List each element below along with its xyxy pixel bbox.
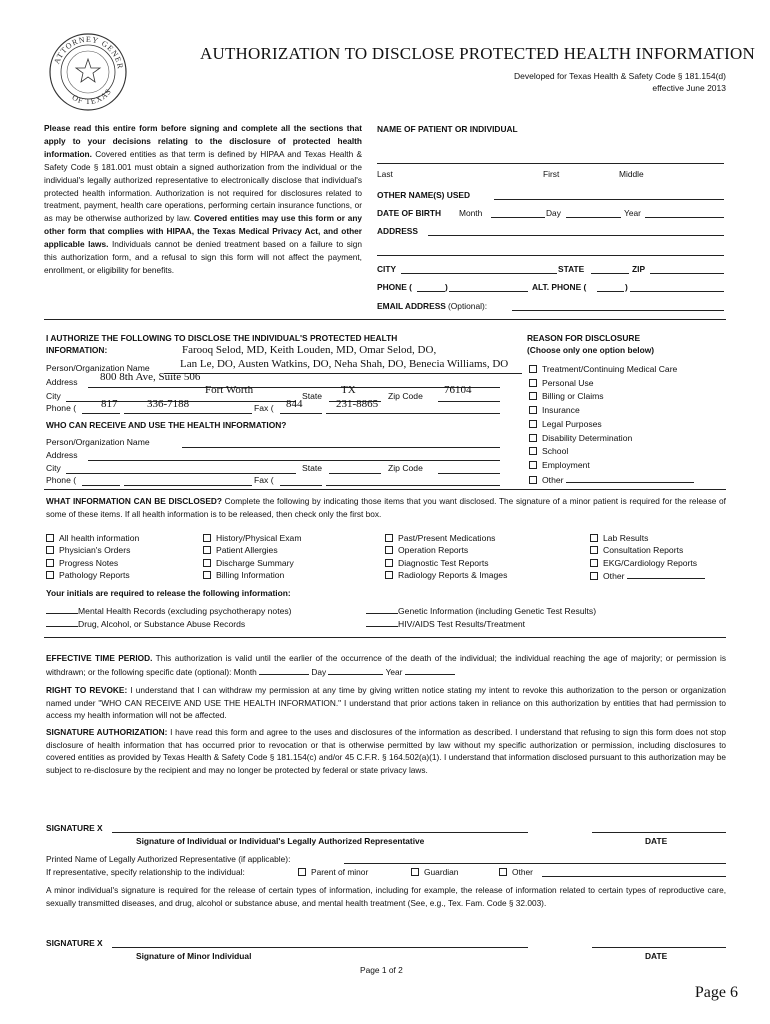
checkbox-option[interactable]	[203, 557, 301, 569]
zip-label: ZIP	[632, 264, 646, 274]
form-title: AUTHORIZATION TO DISCLOSE PROTECTED HEALTH INFORMATION	[200, 44, 755, 63]
state-field[interactable]	[591, 264, 629, 274]
alt-phone-field[interactable]	[630, 282, 724, 292]
phone-area-field[interactable]	[417, 282, 445, 292]
initials-heading: Your initials are required to release the following information:	[46, 588, 291, 598]
filled-zip: 76104	[444, 384, 472, 396]
receive-heading: WHO CAN RECEIVE AND USE THE HEALTH INFORMATION?	[46, 420, 287, 430]
filled-names-line2: Lan Le, DO, Austen Watkins, DO, Neha Shah, DO, Benecia Williams, DO	[180, 358, 509, 370]
checkbox[interactable]	[590, 546, 598, 554]
checkbox-label: All health information	[59, 533, 140, 543]
minor-signature-caption: Signature of Minor Individual	[136, 951, 252, 961]
signature-caption: Signature of Individual or Individual's Legally Authorized Representative	[136, 836, 425, 846]
checkbox[interactable]	[46, 571, 54, 579]
dob-year-label: Year	[624, 208, 641, 218]
divider-2	[44, 489, 726, 490]
phone-field[interactable]	[449, 282, 528, 292]
sig-auth-paragraph	[46, 726, 726, 776]
checkbox-label: History/Physical Exam	[216, 533, 302, 543]
checkbox-option[interactable]	[46, 544, 139, 556]
checkbox-option[interactable]	[203, 532, 301, 544]
filled-phone-area: 817	[101, 398, 118, 410]
state-label: STATE	[558, 264, 585, 274]
checkbox-option[interactable]	[203, 544, 301, 556]
initials-field[interactable]	[46, 617, 78, 627]
checkbox-option[interactable]	[590, 544, 705, 556]
recv-fax-label: Fax (	[254, 475, 274, 485]
checkbox-label: School	[542, 446, 569, 457]
checkbox-option[interactable]	[590, 557, 705, 569]
effective-year-label: Year	[385, 666, 403, 677]
checkbox[interactable]	[590, 534, 598, 542]
checkbox[interactable]	[203, 546, 211, 554]
last-label: Last	[377, 169, 393, 179]
other-field[interactable]	[566, 473, 694, 483]
dob-month-field[interactable]	[491, 208, 545, 218]
email-label: EMAIL ADDRESS	[377, 301, 446, 311]
minor-paragraph: A minor individual's signature is required for the release of certain types of information, including for example, the release of information related to certain types of reproductive care, sexually transmitted diseases, and drug, alcohol or substance abuse, and mental health treatment (See, e.g., Tex. Fam. Code § 32.003).	[46, 885, 726, 908]
checkbox-option[interactable]	[529, 377, 694, 391]
checkbox-label: EKG/Cardiology Reports	[603, 557, 698, 568]
checkbox-option[interactable]	[529, 363, 694, 377]
checkbox-label: Insurance	[542, 405, 580, 416]
form-subtitle-line2: effective June 2013	[652, 83, 726, 93]
checkbox-label: Consultation Reports	[603, 545, 684, 556]
rel-parent-checkbox[interactable]	[298, 868, 306, 876]
revoke-text: I understand that I can withdraw my permission at any time by giving written notice stating my intent to revoke this authorization to the person or organization named under "WHO CAN RECEIVE AND USE THE HEALTH INFORMATION." I understand that prior actions taken in reliance on this authorization by entities that had permission to access my health information will not be affected.	[46, 685, 726, 721]
checkbox[interactable]	[385, 571, 393, 579]
phone-close: )	[445, 282, 448, 292]
printed-name-field[interactable]	[344, 854, 726, 864]
recv-state-field[interactable]	[329, 464, 381, 474]
first-label: First	[543, 169, 560, 179]
dob-year-field[interactable]	[645, 208, 724, 218]
auth-zip-label: Zip Code	[388, 391, 423, 401]
email-optional: (Optional):	[448, 301, 488, 311]
recv-phone-label: Phone (	[46, 475, 77, 485]
checkbox[interactable]	[385, 534, 393, 542]
effective-month-field[interactable]	[259, 665, 309, 675]
dob-label: DATE OF BIRTH	[377, 208, 442, 218]
filled-names-line1: Farooq Selod, MD, Keith Louden, MD, Omar Selod, DO,	[182, 344, 437, 356]
intro-text2: Individuals cannot be denied treatment based on a failure to sign this authorization form, and a refusal to sign this form will not affect the payment, enrollment, or eligibility for benefits.	[44, 239, 362, 275]
checkbox-option[interactable]	[385, 557, 507, 569]
checkbox-option[interactable]	[46, 557, 139, 569]
patient-name-field[interactable]	[377, 154, 724, 164]
minor-date-field[interactable]	[592, 938, 726, 948]
effective-heading: EFFECTIVE TIME PERIOD.	[46, 653, 153, 663]
initials-label: Mental Health Records (excluding psychotherapy notes)	[78, 606, 292, 616]
other-names-label: OTHER NAME(S) USED	[377, 190, 471, 200]
checkbox-option[interactable]	[385, 544, 507, 556]
recv-org-label: Person/Organization Name	[46, 437, 150, 447]
rel-other-checkbox[interactable]	[499, 868, 507, 876]
checkbox[interactable]	[529, 420, 537, 428]
sig-auth-text: I have read this form and agree to the uses and disclosures of the information as described. I understand that refusing to sign this form does not stop disclosure of health information that has occurred prior to revocation or that is otherwise permitted by law without my specific authorization or permission, including disclosures to covered entities as provided by Texas Health & Safety Code § 181.154(c) and/or 45 C.F.R. § 164.502(a)(1). I understand that information disclosed pursuant to this authorization may be subject to re-disclosure by the recipient and may no longer be protected by federal or state privacy laws.	[46, 727, 726, 775]
filled-state: TX	[341, 384, 356, 396]
svg-text:OF TEXAS: OF TEXAS	[70, 86, 114, 107]
checkbox-label: Personal Use	[542, 377, 594, 388]
checkbox-label: Billing Information	[216, 570, 285, 581]
checkbox[interactable]	[590, 559, 598, 567]
printed-name-label: Printed Name of Legally Authorized Representative (if applicable):	[46, 854, 291, 864]
checkbox[interactable]	[385, 546, 393, 554]
recv-org-field[interactable]	[182, 438, 500, 448]
checkbox-option[interactable]	[529, 445, 694, 459]
revoke-heading: RIGHT TO REVOKE:	[46, 685, 128, 695]
info-col-3	[385, 532, 507, 582]
initials-label: Drug, Alcohol, or Substance Abuse Records	[78, 619, 246, 629]
minor-signature-field[interactable]	[112, 938, 528, 948]
checkbox-label: Diagnostic Test Reports	[398, 557, 489, 568]
svg-text:ATTORNEY GENERAL: ATTORNEY GENER	[52, 34, 125, 71]
checkbox-label: Disability Determination	[542, 432, 633, 443]
page-of-label: Page 1 of 2	[360, 965, 403, 975]
checkbox-label: Discharge Summary	[216, 557, 294, 568]
dob-month-label: Month	[459, 208, 483, 218]
intro-text1: Covered entities as that term is defined by HIPAA and Texas Health & Safety Code § 181.001 must obtain a signed authorization from the individual or the individual's legally authorized representative to electronically disclose that individual's protected health information. Authorization is not required for disclosures related to treatment, payment, health care operations, performing certain insurance functions, or as may be otherwise authorized by law.	[44, 148, 362, 224]
auth-address-label: Address	[46, 377, 78, 387]
effective-day-field[interactable]	[328, 665, 383, 675]
auth-city-label: City	[46, 391, 61, 401]
initials-field[interactable]	[366, 617, 398, 627]
authorize-heading: I AUTHORIZE THE FOLLOWING TO DISCLOSE THE INDIVIDUAL'S PROTECTED HEALTH	[46, 333, 398, 343]
filled-fax-area: 844	[286, 398, 303, 410]
alt-phone-close: )	[625, 282, 628, 292]
effective-paragraph	[46, 652, 726, 678]
filled-city: Fort Worth	[205, 384, 254, 396]
checkbox-option[interactable]	[529, 459, 694, 473]
signature-field[interactable]	[112, 823, 528, 833]
checkbox-option[interactable]	[590, 569, 705, 582]
city-label: CITY	[377, 264, 397, 274]
checkbox[interactable]	[529, 392, 537, 400]
patient-heading: NAME OF PATIENT OR INDIVIDUAL	[377, 124, 518, 134]
recv-city-label: City	[46, 463, 61, 473]
checkbox[interactable]	[529, 461, 537, 469]
checkbox[interactable]	[46, 559, 54, 567]
signature-date-field[interactable]	[592, 823, 726, 833]
recv-fax-field[interactable]	[326, 476, 500, 486]
address-label: ADDRESS	[377, 226, 418, 236]
checkbox[interactable]	[529, 434, 537, 442]
minor-date-label: DATE	[645, 951, 668, 961]
recv-phone-field[interactable]	[124, 476, 252, 486]
divider-1	[44, 319, 726, 320]
divider-3	[44, 637, 726, 638]
checkbox-option[interactable]	[46, 569, 139, 581]
auth-org-label: Person/Organization Name	[46, 363, 150, 373]
intro-bold: Please read this entire form before signing and complete all the sections that apply to your decisions relating to the disclosure of protected health information.	[44, 123, 362, 159]
filled-fax: 231-8865	[336, 398, 379, 410]
form-subtitle-line1: Developed for Texas Health & Safety Code § 181.154(d)	[513, 71, 726, 81]
signature-label: SIGNATURE X	[46, 823, 103, 833]
what-info-heading: WHAT INFORMATION CAN BE DISCLOSED?	[46, 496, 222, 506]
recv-state-label: State	[302, 463, 323, 473]
checkbox-label: Patient Allergies	[216, 545, 278, 556]
checkbox[interactable]	[46, 546, 54, 554]
rel-other-field[interactable]	[542, 867, 726, 877]
minor-signature-label: SIGNATURE X	[46, 938, 103, 948]
auth-state-label: State	[302, 391, 323, 401]
revoke-paragraph	[46, 684, 726, 722]
address-field[interactable]	[428, 226, 724, 236]
checkbox-label: Physician's Orders	[59, 545, 131, 556]
checkbox-option[interactable]	[529, 404, 694, 418]
initials-field[interactable]	[366, 604, 398, 614]
checkbox-option[interactable]	[529, 390, 694, 404]
info-col-4	[590, 532, 705, 583]
reason-heading: REASON FOR DISCLOSURE	[527, 333, 641, 343]
recv-city-field[interactable]	[66, 464, 296, 474]
auth-phone-label: Phone (	[46, 403, 77, 413]
recv-address-label: Address	[46, 450, 78, 460]
checkbox[interactable]	[203, 559, 211, 567]
reason-heading-2: (Choose only one option below)	[527, 345, 655, 355]
checkbox-label: Treatment/Continuing Medical Care	[542, 364, 678, 374]
checkbox[interactable]	[203, 534, 211, 542]
auth-org-field[interactable]	[164, 364, 522, 374]
city-field[interactable]	[401, 264, 557, 274]
checkbox-option[interactable]	[46, 532, 139, 544]
checkbox-option[interactable]	[529, 418, 694, 432]
initials-right	[366, 604, 596, 630]
middle-label: Middle	[619, 169, 644, 179]
recv-zip-label: Zip Code	[388, 463, 423, 473]
rel-guardian-checkbox[interactable]	[411, 868, 419, 876]
dob-day-field[interactable]	[566, 208, 621, 218]
sig-auth-heading: SIGNATURE AUTHORIZATION:	[46, 727, 168, 737]
other-field[interactable]	[627, 569, 705, 579]
checkbox-label: Lab Results	[603, 533, 649, 543]
intro-paragraph	[44, 122, 362, 277]
alt-phone-area-field[interactable]	[597, 282, 624, 292]
recv-zip-field[interactable]	[438, 464, 500, 474]
checkbox[interactable]	[529, 447, 537, 455]
checkbox-option[interactable]	[203, 569, 301, 581]
checkbox[interactable]	[203, 571, 211, 579]
checkbox-label: Operation Reports	[398, 545, 469, 556]
initials-item	[46, 604, 292, 617]
intro-bold2: Covered entities may use this form or any other form that complies with HIPAA, the Texas Medical Privacy Act, and other applicable laws.	[44, 213, 362, 250]
what-info-text: Complete the following by indicating those items that you want disclosed. The signature of a minor patient is required for the release of some of these items. If all health information is to be released, then check only the first box.	[46, 496, 726, 519]
initials-item	[46, 617, 292, 630]
effective-day-label: Day	[311, 666, 327, 677]
initials-label: Genetic Information (including Genetic Test Results)	[398, 606, 597, 616]
checkbox[interactable]	[529, 406, 537, 414]
checkbox[interactable]	[529, 365, 537, 373]
info-col-1	[46, 532, 139, 582]
checkbox-label: Pathology Reports	[59, 570, 130, 581]
checkbox-option[interactable]	[529, 432, 694, 446]
checkbox-label: Other	[603, 571, 625, 582]
checkbox-label: Past/Present Medications	[398, 533, 496, 543]
email-field[interactable]	[512, 301, 724, 311]
recv-address-field[interactable]	[88, 451, 500, 461]
checkbox-label: Radiology Reports & Images	[398, 570, 508, 581]
checkbox[interactable]	[529, 379, 537, 387]
checkbox-label: Other	[542, 474, 564, 485]
checkbox-label: Employment	[542, 459, 590, 470]
checkbox-label: Progress Notes	[59, 557, 119, 568]
checkbox-label: Legal Purposes	[542, 418, 602, 429]
info-col-2	[203, 532, 301, 582]
address-field-2[interactable]	[377, 246, 724, 256]
recv-fax-area-field[interactable]	[280, 476, 322, 486]
checkbox[interactable]	[385, 559, 393, 567]
initials-field[interactable]	[46, 604, 78, 614]
other-names-field[interactable]	[494, 190, 724, 200]
initials-item	[366, 604, 596, 617]
rel-parent-label: Parent of minor	[311, 867, 369, 877]
reason-options	[529, 363, 694, 487]
what-info-paragraph	[46, 495, 726, 520]
checkbox-option[interactable]	[529, 473, 694, 488]
relationship-label: If representative, specify relationship to the individual:	[46, 867, 245, 877]
page-number: Page 6	[694, 984, 738, 1001]
checkbox[interactable]	[590, 572, 598, 580]
checkbox-option[interactable]	[590, 532, 705, 544]
recv-phone-area-field[interactable]	[82, 476, 120, 486]
filled-phone: 336-7188	[147, 398, 190, 410]
checkbox-option[interactable]	[385, 532, 507, 544]
rel-parent[interactable]	[298, 867, 368, 877]
checkbox[interactable]	[46, 534, 54, 542]
alt-phone-label: ALT. PHONE (	[532, 282, 587, 292]
checkbox[interactable]	[529, 476, 537, 484]
checkbox-option[interactable]	[385, 569, 507, 581]
effective-text: This authorization is valid until the earlier of the occurrence of the death of the individual; the individual reaching the age of majority; or permission is withdrawn; or the following specific date (optional): Month	[46, 653, 727, 677]
initials-item	[366, 617, 596, 630]
rel-other-label: Other	[512, 867, 533, 877]
rel-guardian[interactable]	[411, 867, 458, 877]
rel-guardian-label: Guardian	[424, 867, 459, 877]
authorize-heading-2: INFORMATION:	[46, 345, 108, 355]
zip-field[interactable]	[650, 264, 724, 274]
checkbox-label: Billing or Claims	[542, 391, 604, 402]
initials-left	[46, 604, 292, 630]
dob-day-label: Day	[546, 208, 561, 218]
rel-other[interactable]	[499, 867, 533, 877]
signature-date-label: DATE	[645, 836, 668, 846]
attorney-general-seal	[48, 32, 128, 112]
auth-fax-label: Fax (	[254, 403, 274, 413]
filled-address: 800 8th Ave, Suite 506	[100, 371, 201, 383]
phone-label: PHONE (	[377, 282, 412, 292]
initials-label: HIV/AIDS Test Results/Treatment	[398, 619, 526, 629]
effective-year-field[interactable]	[405, 665, 455, 675]
